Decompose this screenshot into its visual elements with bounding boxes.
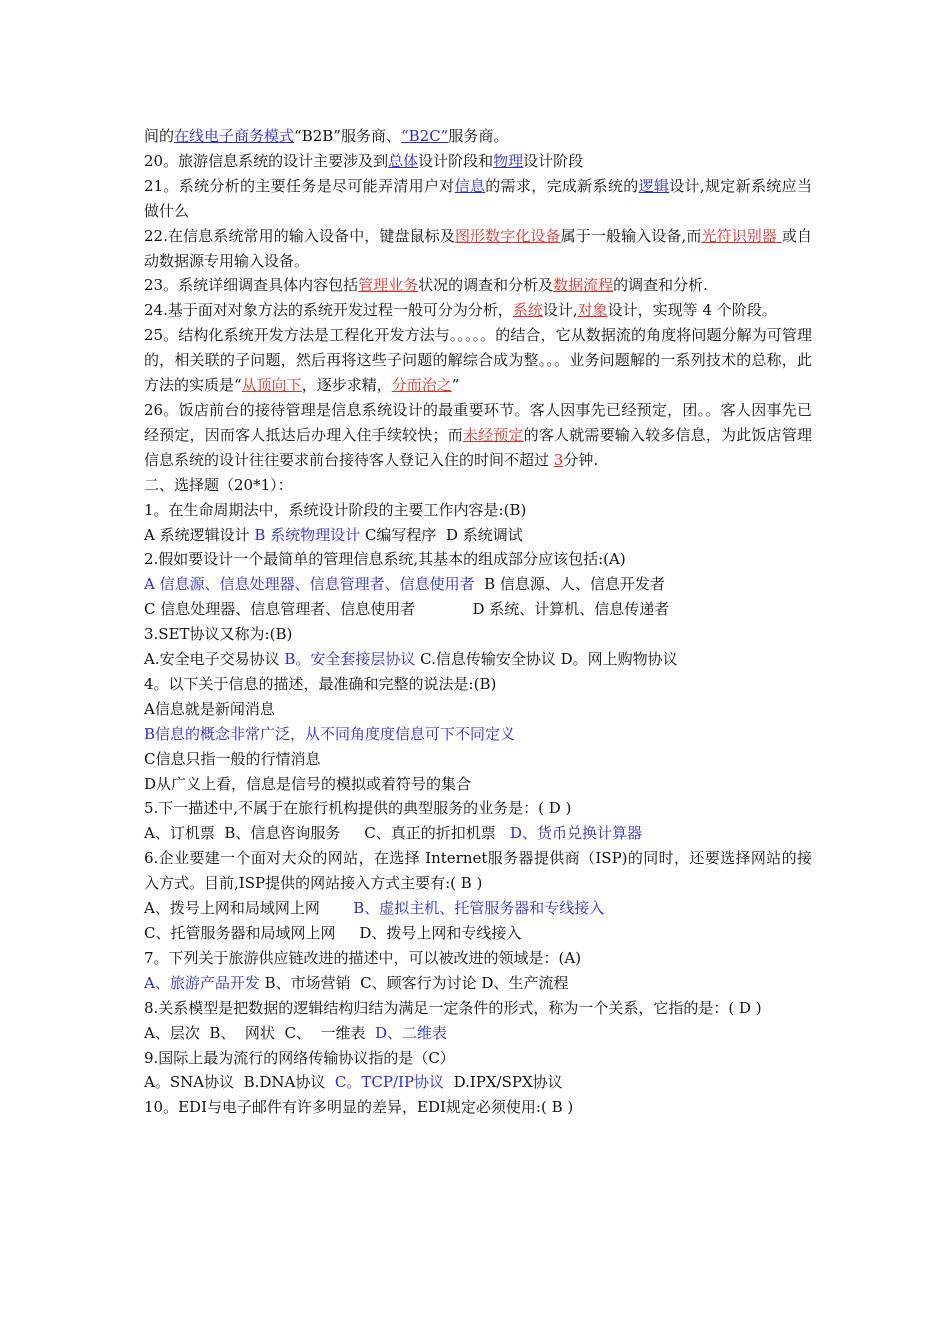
question-text: ” [451,376,460,395]
fill-line-b2b [144,124,812,149]
answer-blank: 对象 [577,301,608,320]
question-text: 或自动数据源专用输入设备。 [144,226,812,270]
option: D.IPX/SPX协议 [444,1073,563,1092]
mc-q4-option-d: D从广义上看，信息是信号的模拟或着符号的集合 [144,774,472,793]
mc-q3-stem: 3.SET协议又称为:(B) [144,625,293,644]
option: A、订机票 B、信息咨询服务 C、真正的折扣机票 [144,824,511,843]
question-text: 22.在信息系统常用的输入设备中，键盘鼠标及 [144,226,455,245]
question-text: 设计阶段和 [418,151,494,170]
question-text: 设计，实现等 4 个阶段。 [607,301,777,320]
section-title: 二、选择题（20*1）： [144,475,293,494]
question-text: 设计, [542,301,578,320]
option: C.信息传输安全协议 D。网上购物协议 [415,650,678,669]
answer-blank: 分而治之 [391,376,452,395]
mc-q6-options-row2: C、托管服务器和局域网上网 D、拨号上网和专线接入 [144,924,522,942]
correct-option: D、货币兑换计算器 [510,824,643,843]
question-21 [144,174,812,224]
question-text: 26。饭店前台的接待管理是信息系统设计的最重要环节。客人因事先已经预定，团。。客人因事先已经预定，因而客人抵达后办理入住手续较快；而 [144,400,812,444]
answer-blank: 信息 [454,176,486,195]
question-20 [144,149,812,174]
question-text: 20。旅游信息系统的设计主要涉及到 [144,151,389,170]
text: 间的 [144,127,175,145]
answer-blank: 光符识别器 [701,226,782,245]
question-text: 23。系统详细调查具体内容包括 [144,276,359,295]
option: A.安全电子交易协议 [144,650,285,669]
answer-blank: 未经预定 [462,425,524,444]
correct-option: D、二维表 [375,1023,448,1042]
answer-blank: 数据流程 [553,276,614,295]
mc-q9-options [144,1070,812,1095]
mc-q5-stem: 5.下一描述中,不属于在旅行机构提供的典型服务的业务是：( D ) [144,799,572,818]
mc-q1-options [144,523,812,548]
mc-q2-stem: 2.假如要设计一个最简单的管理信息系统,其基本的组成部分应该包括:(A) [144,550,626,569]
mc-q4-stem: 4。以下关于信息的描述，最准确和完整的说法是:(B) [144,674,497,693]
mc-q4-option-c: C信息只指一般的行情消息 [144,749,321,768]
mc-q6-options-row1 [144,896,812,921]
question-22 [144,224,812,274]
option: A 系统逻辑设计 [144,525,255,544]
answer-blank: 从顶向下 [241,376,302,395]
mc-q9-stem: 9.国际上最为流行的网络传输协议指的是（C） [144,1048,455,1067]
answer-blank: 系统 [512,301,543,320]
option: A、拨号上网和局域网上网 [144,899,354,918]
answer-blank: 管理业务 [358,276,419,295]
mc-q5-options [144,821,812,846]
question-text: 24.基于面对对象方法的系统开发过程一般可分为分析， [144,301,513,320]
answer-link: 在线电子商务模式 [174,127,295,145]
option: A。SNA协议 B.DNA协议 [144,1073,335,1092]
option: C编写程序 D 系统调试 [360,525,523,544]
answer-blank: 3 [553,450,564,469]
mc-q3-options [144,647,812,672]
question-text: 25。结构化系统开发方法是工程化开发方法与。。。。。的结合，它从数据流的角度将问题分解为可管理的，相关联的子问题，然后再将这些子问题的解综合成为整。。。业务问题解的一系列技术的总称，此方法的实质是“ [144,326,812,395]
mc-q2-options-row1 [144,572,812,597]
answer-blank: 总体 [388,151,419,170]
mc-q6-stem: 6.企业要建一个面对大众的网站，在选择 Internet服务器提供商（ISP)的同时，还要选择网站的接入方式。目前,ISP提供的网站接入方式主要有:( B ) [144,849,812,893]
text: 服务商。 [448,127,509,145]
correct-option: B 系统物理设计 [254,525,361,544]
mc-q7-options [144,971,812,996]
question-text: 的客人就需要输入较多信息，为此饭店管理信息系统的设计往往要求前台接待客人登记入住的时间不超过 [144,425,812,469]
correct-option: B、虚拟主机、托管服务器和专线接入 [353,899,605,918]
mc-q7-stem: 7。下列关于旅游供应链改进的描述中，可以被改进的领域是：(A) [144,948,582,967]
mc-q10-stem: 10。EDI与电子邮件有许多明显的差异，EDI规定必须使用:( B ) [144,1098,574,1117]
mc-q8-stem: 8.关系模型是把数据的逻辑结构归结为满足一定条件的形式，称为一个关系，它指的是：( D ) [144,998,762,1017]
question-text: 状况的调查和分析及 [418,276,554,295]
document-body [144,124,812,1120]
question-text: 分钟. [563,450,599,469]
question-text: 设计,规定新系统应当做什么 [144,176,812,220]
mc-q4-option-b: B信息的概念非常广泛，从不同角度度信息可下不同定义 [144,724,516,743]
question-26 [144,398,812,473]
option: B、市场营销 C、顾客行为讨论 D、生产流程 [259,973,569,992]
mc-q8-options [144,1021,812,1046]
option: A、层次 B、 网状 C、 一维表 [144,1023,376,1042]
question-text: ，逐步求精， [301,376,392,395]
mc-q1-stem: 1。在生命周期法中，系统设计阶段的主要工作内容是:(B) [144,500,527,519]
question-text: 设计阶段 [523,151,584,170]
question-text: 属于一般输入设备,而 [560,226,702,245]
text: “B2B”服务商、 [294,127,401,145]
answer-blank: 图形数字化设备 [454,226,561,245]
question-23 [144,273,812,298]
answer-blank: 物理 [493,151,524,170]
answer-blank: 逻辑 [638,176,670,195]
correct-option: B。安全套接层协议 [284,650,416,669]
question-24 [144,298,812,323]
question-text: 21。系统分析的主要任务是尽可能弄清用户对 [144,176,455,195]
question-text: 的调查和分析. [613,276,708,295]
correct-option: A、旅游产品开发 [144,973,260,992]
option: B 信息源、人、信息开发者 [474,575,665,594]
mc-q2-options-row2: C 信息处理器、信息管理者、信息使用者 D 系统、计算机、信息传递者 [144,600,670,619]
answer-link: “B2C” [400,127,449,145]
question-25 [144,323,812,398]
mc-q4-option-a: A信息就是新闻消息 [144,699,275,718]
correct-option: C。TCP/IP协议 [334,1073,445,1092]
question-text: 的需求，完成新系统的 [485,176,639,195]
correct-option: A 信息源、信息处理器、信息管理者、信息使用者 [144,575,475,594]
